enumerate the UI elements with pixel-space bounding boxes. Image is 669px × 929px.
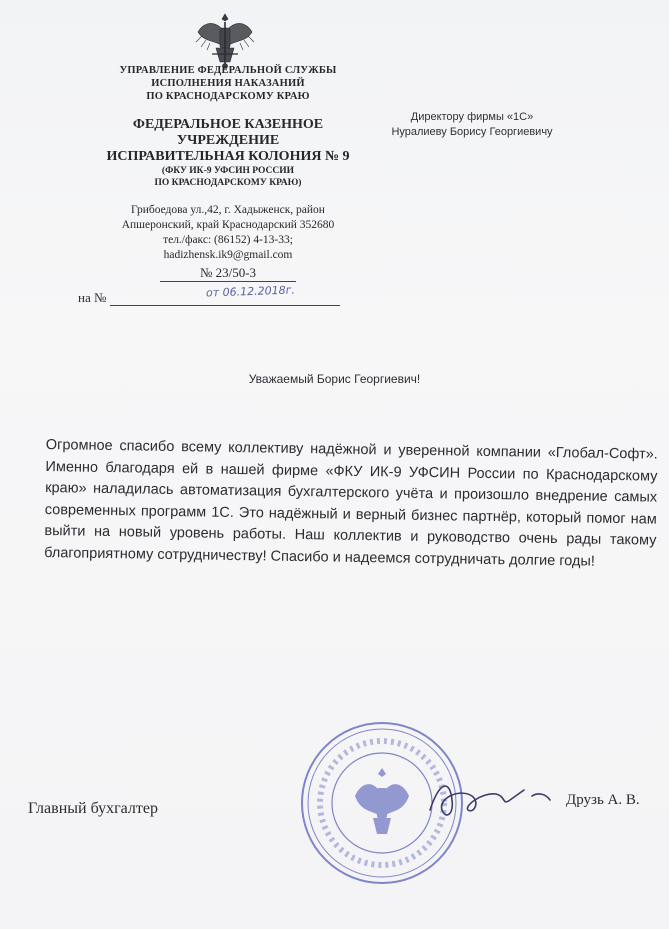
outgoing-number: № 23/50-3 bbox=[160, 265, 296, 282]
signer-position: Главный бухгалтер bbox=[28, 800, 158, 817]
signature-scribble-icon bbox=[420, 770, 570, 830]
addressee bbox=[372, 110, 572, 140]
addressee-name: Нуралиеву Борису Георгиевичу bbox=[391, 126, 553, 138]
reference-prefix: на № bbox=[78, 290, 107, 305]
addressee-title: Директору фирмы «1С» bbox=[410, 111, 534, 123]
letter-greeting: Уважаемый Борис Георгиевич! bbox=[248, 372, 421, 386]
organization-name: УПРАВЛЕНИЕ ФЕДЕРАЛЬНОЙ СЛУЖБЫ ИСПОЛНЕНИЯ НАКАЗАНИЙ ПО КРАСНОДАРСКОМУ КРАЮ bbox=[119, 65, 337, 102]
reference-line bbox=[78, 283, 378, 306]
institution-name: ФЕДЕРАЛЬНОЕ КАЗЕННОЕ УЧРЕЖДЕНИЕ ИСПРАВИТЕЛЬНАЯ КОЛОНИЯ № 9 (ФКУ ИК-9 УФСИН РОССИИ ПО КРАСНОДАРСКОМУ КРАЮ) bbox=[106, 117, 350, 188]
institution-email: hadizhensk.ik9@gmail.com bbox=[163, 249, 293, 261]
institution-address: Грибоедова ул.,42, г. Хадыженск, район Апшеронский, край Краснодарский 352680 тел./факс: (86152) 4-13-33; hadizhensk.ik9@gmail.com bbox=[78, 203, 378, 263]
fsin-emblem-icon bbox=[190, 10, 260, 72]
signer-name: Друзь А. В. bbox=[566, 792, 640, 808]
letterhead bbox=[78, 64, 378, 306]
reference-handwritten-date: от 06.12.2018г. bbox=[205, 283, 295, 300]
reference-field bbox=[110, 283, 340, 306]
letter-body bbox=[44, 435, 658, 574]
letter-paragraph: Огромное спасибо всему коллективу надёжной и уверенной компании «Глобал-Софт». Именно благодаря ей в нашей фирме «ФКУ ИК-9 УФСИН России по Краснодарскому краю» наладилась автоматизация бухгалтерского учёта и произошло внедрение самых современных программ 1С. Это надёжный и верный бизнес партнёр, который помог нам выйти на новый уровень работы. Наш коллектив и руководство очень рады такому благоприятному сотрудничеству! Спасибо и надеемся сотрудничать долгие годы! bbox=[44, 436, 658, 570]
